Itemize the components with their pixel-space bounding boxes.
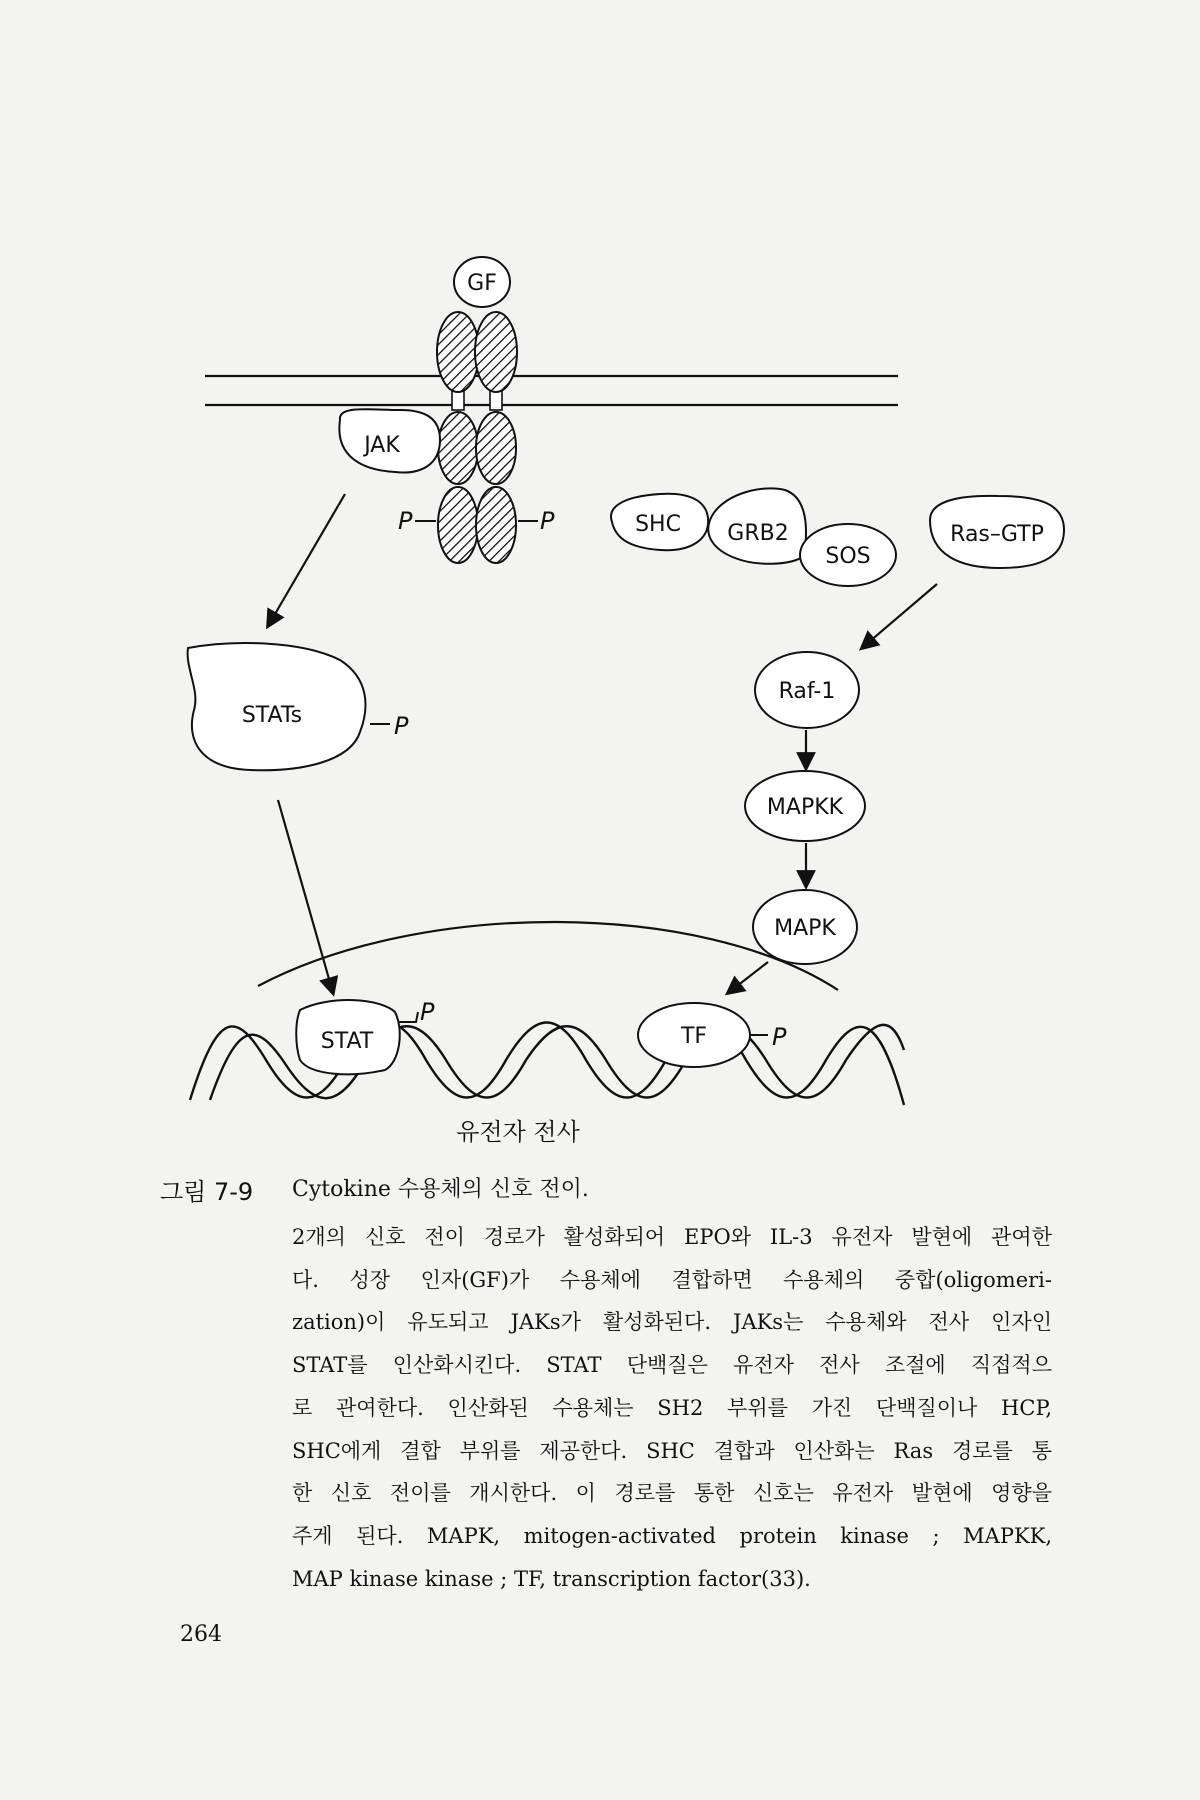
shc-label: SHC xyxy=(635,512,681,537)
transcription-label: 유전자 전사 xyxy=(456,1118,580,1146)
caption-line: 2개의 신호 전이 경로가 활성화되어 EPO와 IL-3 유전자 발현에 관여한 xyxy=(292,1225,1052,1249)
stat-protein-nuclear xyxy=(296,1000,400,1074)
grb2-label: GRB2 xyxy=(727,521,789,546)
ras-gtp-protein xyxy=(930,496,1064,568)
sos-label: SOS xyxy=(825,544,871,569)
caption-line: SHC에게 결합 부위를 제공한다. SHC 결합과 인산화는 Ras 경로를 통 xyxy=(292,1438,1052,1463)
caption-line: 한 신호 전이를 개시한다. 이 경로를 통한 신호는 유전자 발현에 영향을 xyxy=(292,1481,1052,1506)
jak-protein xyxy=(339,409,440,472)
caption-line: zation)이 유도되고 JAKs가 활성화된다. JAKs는 수용체와 전사 인자인 xyxy=(292,1310,1052,1335)
caption-line: 로 관여한다. 인산화된 수용체는 SH2 부위를 가진 단백질이나 HCP, xyxy=(292,1395,1052,1420)
raf1-label: Raf-1 xyxy=(778,679,836,704)
caption-line: 다. 성장 인자(GF)가 수용체에 결합하면 수용체의 중합(oligomeri- xyxy=(292,1267,1052,1292)
nuclear-envelope xyxy=(258,922,838,990)
shc-protein xyxy=(611,494,708,551)
cell-membrane xyxy=(205,376,898,405)
caption-line: 주게 된다. MAPK, mitogen-activated protein kinase ; MAPKK, xyxy=(292,1523,1052,1548)
receptor-phospho-right: P xyxy=(540,507,555,535)
gf-label: GF xyxy=(467,271,497,296)
caption-line: STAT를 인산화시킨다. STAT 단백질은 유전자 전사 조절에 직접적으 xyxy=(292,1353,1052,1378)
raf1-protein xyxy=(755,652,859,728)
grb2-protein xyxy=(708,488,806,563)
stat-phospho: P xyxy=(420,998,435,1026)
caption-figure-number: 그림 7-9 xyxy=(160,1178,254,1206)
caption-line: MAP kinase kinase ; TF, transcription factor(33). xyxy=(292,1566,811,1591)
transcription-factor-protein xyxy=(638,1003,750,1067)
tf-label: TF xyxy=(680,1024,708,1049)
stats-phospho: P xyxy=(394,712,409,740)
caption-body xyxy=(292,1216,1052,1600)
jak-label: JAK xyxy=(364,433,400,458)
caption-title: Cytokine 수용체의 신호 전이. xyxy=(292,1177,589,1202)
ras-gtp-label: Ras–GTP xyxy=(950,522,1044,547)
stat-label: STAT xyxy=(320,1029,374,1054)
stats-label: STATs xyxy=(241,703,303,728)
receptor-dimer xyxy=(437,312,517,563)
tf-phospho: P xyxy=(772,1023,787,1051)
stats-protein xyxy=(188,643,366,770)
growth-factor-ligand xyxy=(454,257,510,307)
mapkk-protein xyxy=(745,771,865,841)
mapkk-label: MAPKK xyxy=(766,795,844,820)
mapk-protein xyxy=(753,890,857,964)
mapk-label: MAPK xyxy=(774,916,836,941)
page-number: 264 xyxy=(180,1622,222,1647)
sos-protein xyxy=(800,524,896,586)
receptor-phospho-left: P xyxy=(398,507,413,535)
